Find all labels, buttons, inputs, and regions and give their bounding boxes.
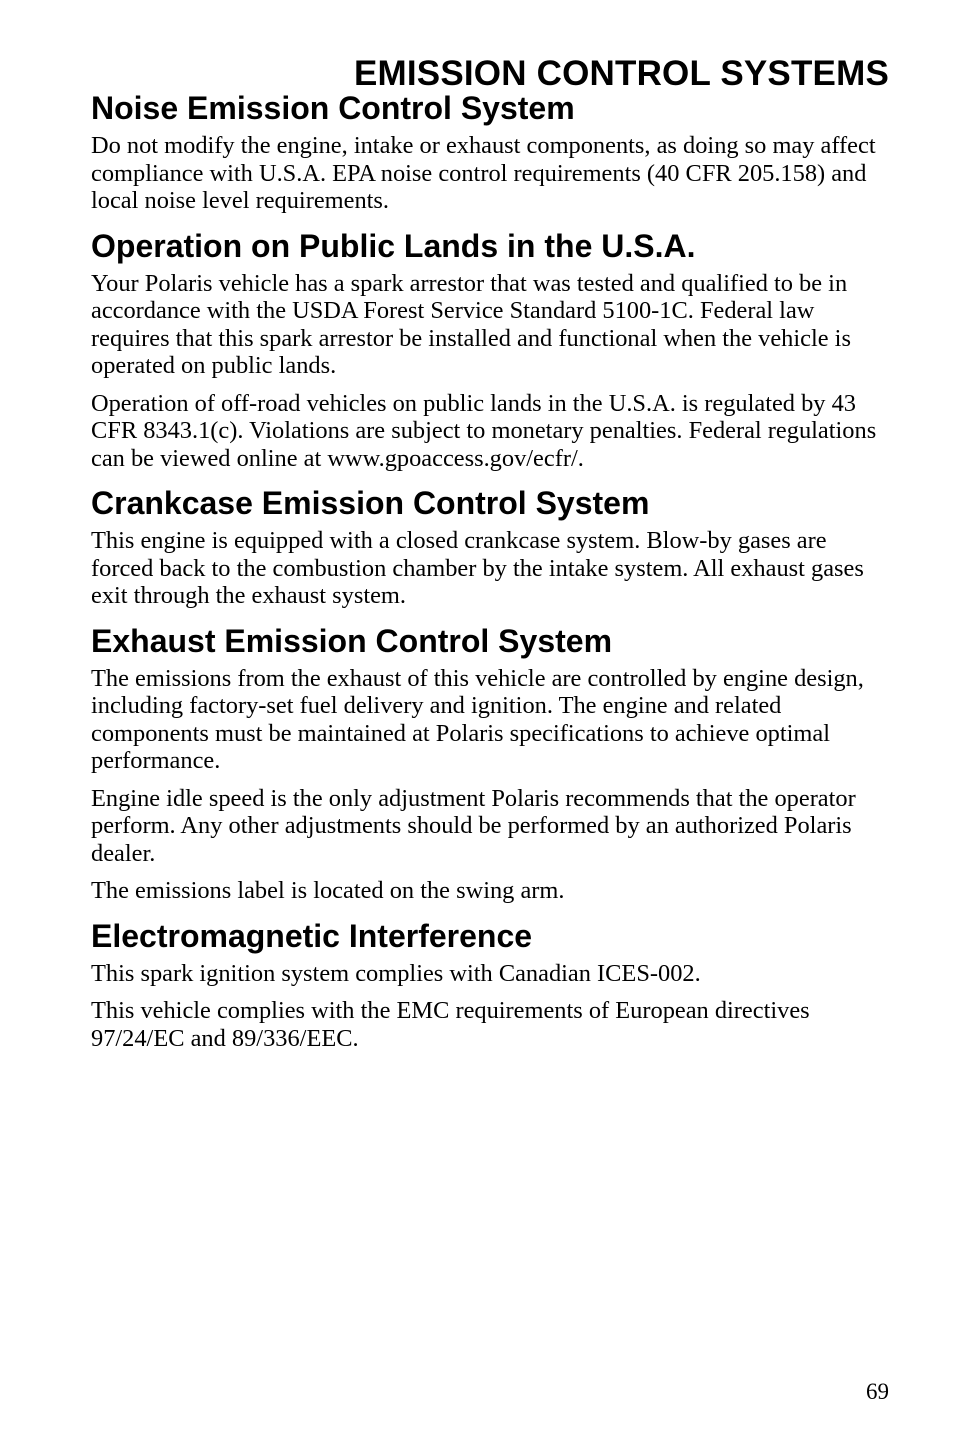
section-public-lands (91, 226, 891, 473)
section-paragraph: This spark ignition system complies with Canadian ICES-002. (91, 959, 701, 987)
section-paragraph: Engine idle speed is the only adjustment Polaris recommends that the operator perform. Any other adjustments should be performed by an authorized Polaris dealer. (91, 784, 856, 867)
section-electromagnetic-interference (91, 916, 891, 1053)
section-heading: Noise Emission Control System (91, 90, 575, 126)
section-paragraph: The emissions from the exhaust of this vehicle are controlled by engine design, including factory-set fuel delivery and ignition. The engine and related components must be maintained at Polaris specifications to achieve optimal performance. (91, 664, 864, 774)
page-content (91, 52, 891, 1063)
section-heading: Electromagnetic Interference (91, 917, 533, 954)
section-heading: Exhaust Emission Control System (91, 622, 613, 659)
section-paragraph: The emissions label is located on the swing arm. (91, 877, 565, 904)
section-crankcase-emission (91, 483, 891, 610)
section-exhaust-emission (91, 621, 891, 905)
section-heading: Operation on Public Lands in the U.S.A. (91, 227, 696, 264)
section-paragraph: This engine is equipped with a closed crankcase system. Blow-by gases are forced back to the combustion chamber by the intake system. All exhaust gases exit through the exhaust system. (91, 527, 864, 609)
page-title: EMISSION CONTROL SYSTEMS (353, 54, 889, 93)
section-paragraph: This vehicle complies with the EMC requirements of European directives 97/24/EC and 89/336/EEC. (91, 997, 810, 1052)
section-paragraph: Your Polaris vehicle has a spark arrestor that was tested and qualified to be in accordance with the USDA Forest Service Standard 5100-1C. Federal law requires that this spark arrestor be installed and functional when the vehicle is operated on public lands. (91, 269, 851, 379)
section-paragraph: Do not modify the engine, intake or exhaust components, as doing so may affect compliance with U.S.A. EPA noise control requirements (40 CFR 205.158) and local noise level requirements. (91, 132, 876, 214)
section-heading: Crankcase Emission Control System (91, 485, 650, 521)
section-paragraph: Operation of off-road vehicles on public lands in the U.S.A. is regulated by 43 CFR 8343.1(c). Violations are subject to monetary penalties. Federal regulations can be viewed online at www.gpoaccess.gov/ecfr/. (91, 389, 877, 472)
page-number: 69 (866, 1379, 889, 1404)
section-noise-emission (91, 88, 891, 215)
